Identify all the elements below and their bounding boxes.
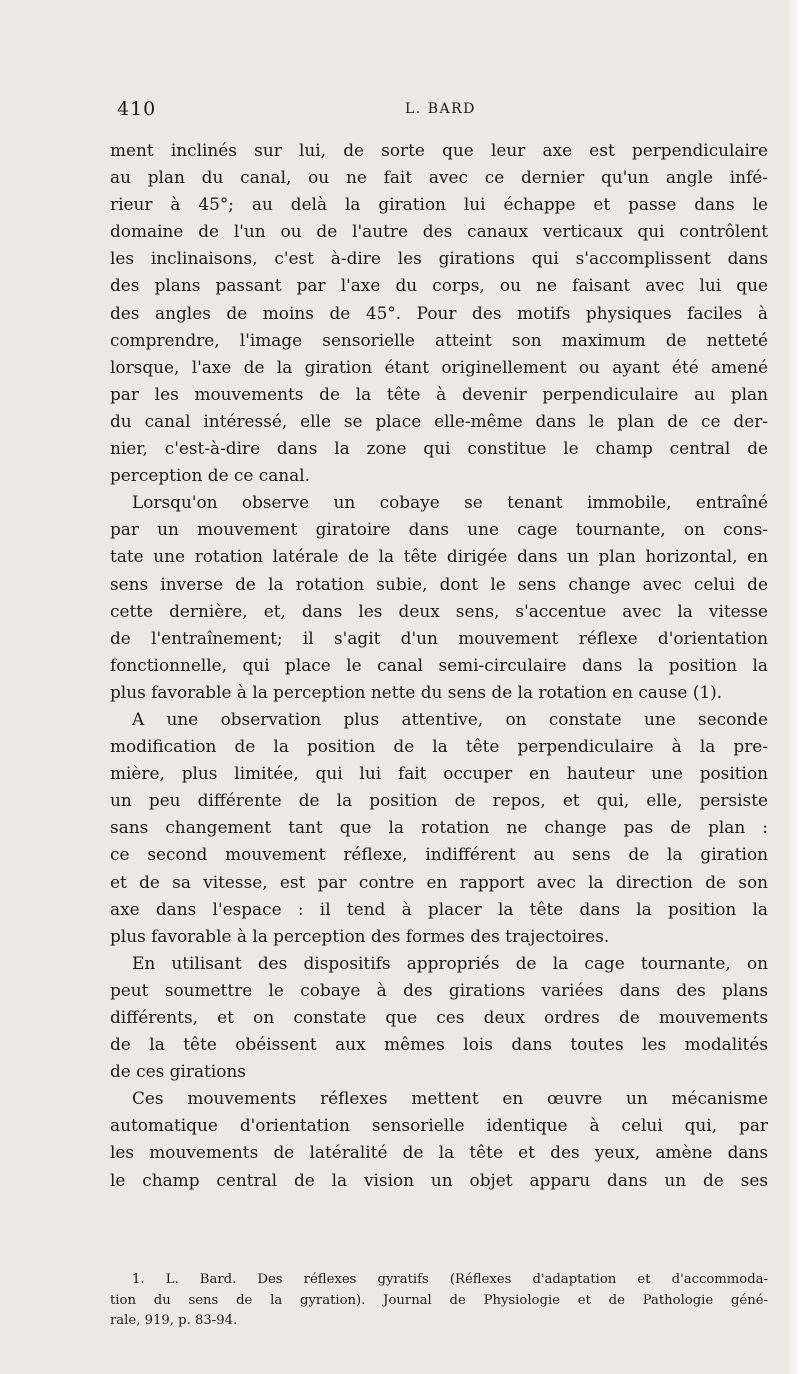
running-head: L. BARD xyxy=(405,101,476,117)
text-line: de la tête obéissent aux mêmes lois dans toutes les modalités xyxy=(110,1034,768,1055)
text-line: comprendre, l'image sensorielle atteint son maximum de netteté xyxy=(110,329,768,350)
body-text xyxy=(110,137,768,1194)
text-line: ment inclinés sur lui, de sorte que leur axe est perpendiculaire xyxy=(110,140,768,160)
text-line: plus favorable à la perception nette du sens de la rotation en cause (1). xyxy=(110,681,723,702)
text-line: sens inverse de la rotation subie, dont le sens change avec celui de xyxy=(110,573,768,594)
text-line: peut soumettre le cobaye à des girations variées dans des plans xyxy=(110,979,768,1000)
text-line: automatique d'orientation sensorielle identique à celui qui, par xyxy=(110,1115,768,1136)
text-line: nier, c'est-à-dire dans la zone qui constitue le champ central de xyxy=(110,438,768,459)
text-line: par un mouvement giratoire dans une cage tournante, on cons- xyxy=(110,519,768,540)
text-line: au plan du canal, ou ne fait avec ce dernier qu'un angle infé- xyxy=(110,167,768,188)
text-line: plus favorable à la perception des formes des trajectoires. xyxy=(110,925,610,946)
text-line: lorsque, l'axe de la giration étant originellement ou ayant été amené xyxy=(110,356,768,377)
text-line: par les mouvements de la tête à devenir perpendiculaire au plan xyxy=(110,383,768,404)
text-line: fonctionnelle, qui place le canal semi-circulaire dans la position la xyxy=(110,654,768,675)
text-line: et de sa vitesse, est par contre en rapport avec la direction de son xyxy=(110,871,768,892)
text-line: de l'entraînement; il s'agit d'un mouvement réflexe d'orientation xyxy=(110,627,768,648)
text-line: Lorsqu'on observe un cobaye se tenant immobile, entraîné xyxy=(132,492,768,513)
page-header xyxy=(117,98,767,124)
text-line: le champ central de la vision un objet apparu dans un de ses xyxy=(110,1169,768,1190)
text-line: Ces mouvements réflexes mettent en œuvre un mécanisme xyxy=(132,1088,768,1109)
text-line: différents, et on constate que ces deux ordres de mouvements xyxy=(110,1007,768,1027)
text-line: rieur à 45°; au delà la giration lui échappe et passe dans le xyxy=(110,194,768,215)
text-line: cette dernière, et, dans les deux sens, s'accentue avec la vitesse xyxy=(110,600,768,621)
text-line: des plans passant par l'axe du corps, ou ne faisant avec lui que xyxy=(110,275,768,296)
text-line: En utilisant des dispositifs appropriés de la cage tournante, on xyxy=(132,952,768,973)
text-line: les mouvements de latéralité de la tête et des yeux, amène dans xyxy=(110,1142,768,1163)
text-line: les inclinaisons, c'est à-dire les girations qui s'accomplissent dans xyxy=(110,248,768,269)
text-line: A une observation plus attentive, on constate une seconde xyxy=(132,708,768,729)
footnote-line: 1. L. Bard. Des réflexes gyratifs (Réflexes d'adaptation et d'accommoda- xyxy=(132,1272,768,1287)
text-line: modification de la position de la tête perpendiculaire à la pre- xyxy=(110,736,768,757)
text-line: sans changement tant que la rotation ne change pas de plan : xyxy=(110,817,768,838)
text-line: domaine de l'un ou de l'autre des canaux verticaux qui contrôlent xyxy=(110,221,768,242)
text-line: perception de ce canal. xyxy=(110,465,311,486)
page-edge xyxy=(786,0,800,1374)
footnote xyxy=(110,1270,768,1332)
text-line: un peu différente de la position de repos, et qui, elle, persiste xyxy=(110,790,768,811)
text-line: axe dans l'espace : il tend à placer la tête dans la position la xyxy=(110,898,768,919)
text-line: mière, plus limitée, qui lui fait occuper en hauteur une position xyxy=(110,763,768,784)
page-number: 410 xyxy=(117,98,157,120)
footnote-line: rale, 919, p. 83-94. xyxy=(110,1313,238,1328)
text-line: tate une rotation latérale de la tête dirigée dans un plan horizontal, en xyxy=(110,546,768,567)
text-line: ce second mouvement réflexe, indifférent au sens de la giration xyxy=(110,844,768,865)
text-line: du canal intéressé, elle se place elle-même dans le plan de ce der- xyxy=(110,410,768,431)
text-line: de ces girations xyxy=(110,1061,246,1082)
text-line: des angles de moins de 45°. Pour des motifs physiques faciles à xyxy=(110,302,768,323)
footnote-line: tion du sens de la gyration). Journal de Physiologie et de Pathologie géné- xyxy=(110,1292,768,1308)
